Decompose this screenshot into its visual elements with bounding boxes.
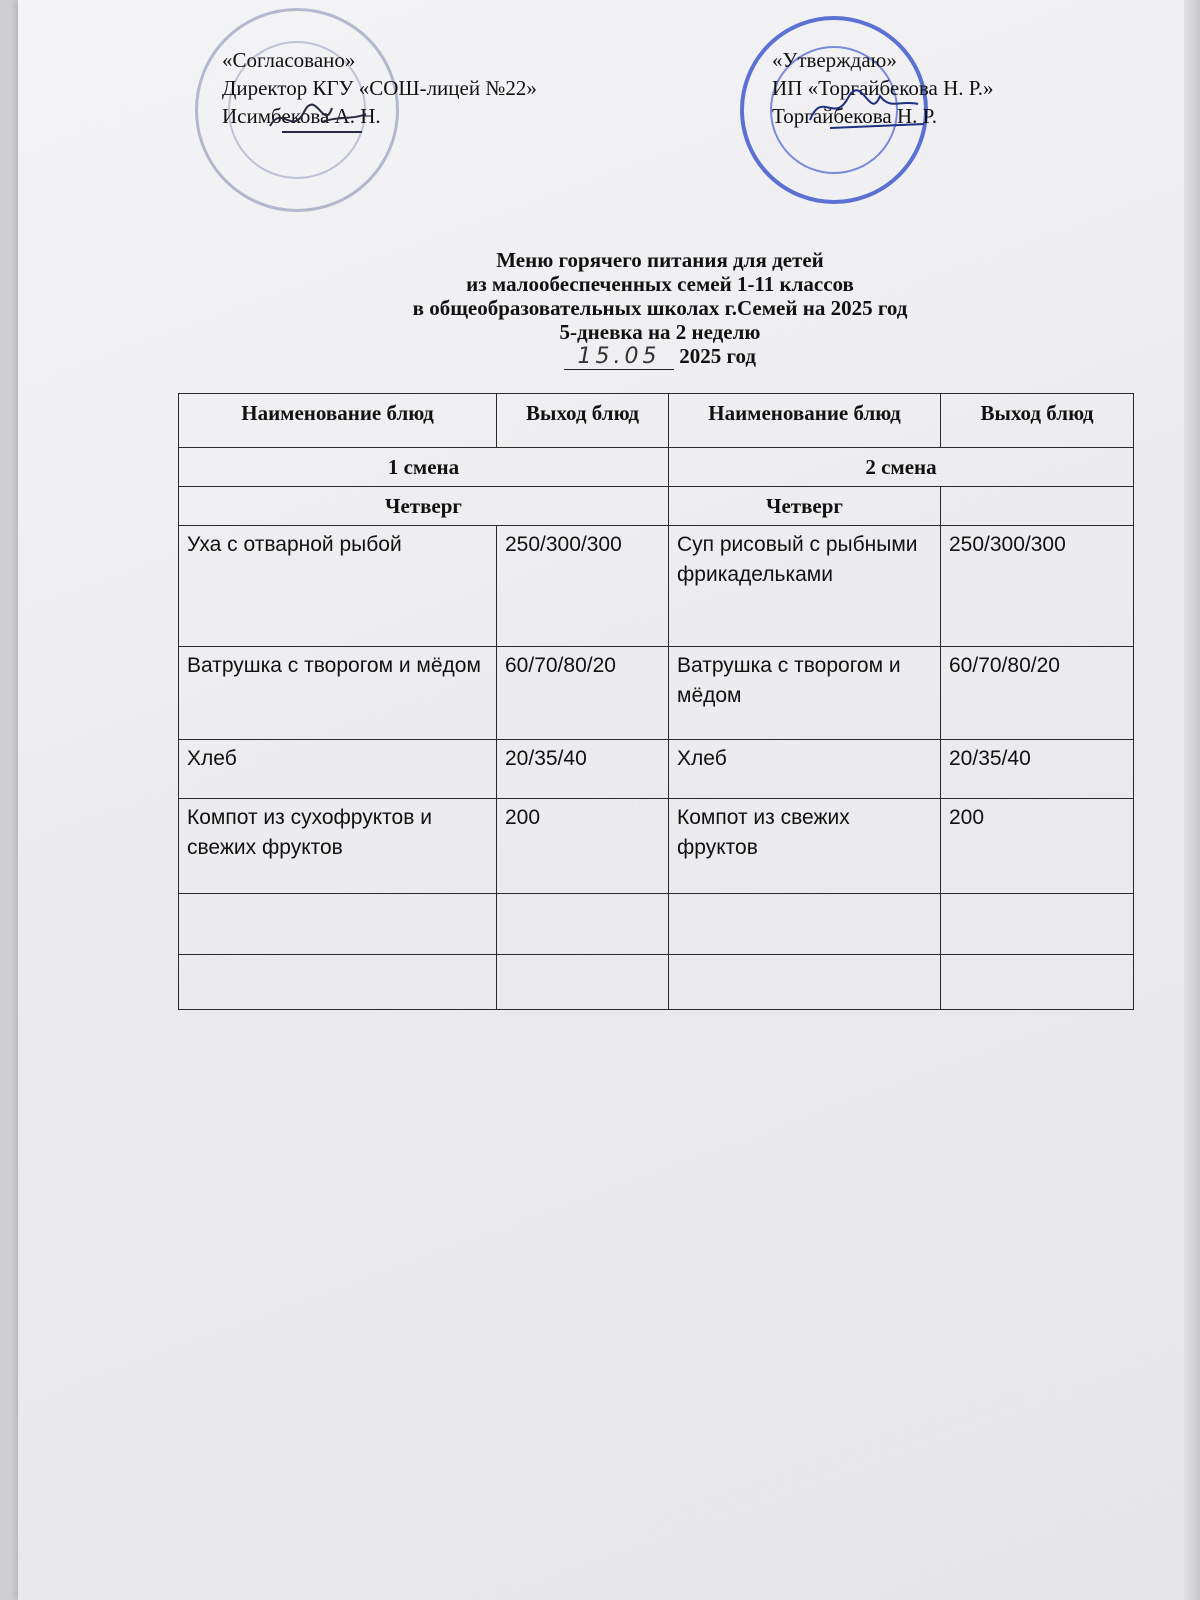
table-row (179, 799, 1134, 894)
title-line-2: из малообеспеченных семей 1-11 классов (466, 272, 854, 296)
signature-right (800, 80, 930, 140)
dish-cell: Ватрушка с творогом и мёдом (669, 647, 941, 740)
title-line-3: в общеобразовательных школах г.Семей на 2025 год (412, 296, 908, 320)
empty-cell (669, 955, 941, 1010)
approval-approved-position: ИП «Торгайбекова Н. Р.» (772, 76, 994, 100)
header-dish-output-1: Выход блюд (497, 394, 669, 448)
output-cell: 60/70/80/20 (497, 647, 669, 740)
dish-cell: Хлеб (669, 740, 941, 799)
empty-cell (941, 955, 1134, 1010)
empty-cell (179, 955, 497, 1010)
dish-cell: Суп рисовый с рыбными фрикадельками (669, 526, 941, 647)
header-dish-output-2: Выход блюд (941, 394, 1134, 448)
table-row (179, 740, 1134, 799)
date-year: 2025 год (679, 344, 757, 368)
weekday-label-1: Четверг (179, 487, 669, 526)
output-cell: 200 (941, 799, 1134, 894)
handwritten-date: 15.05 (564, 345, 674, 370)
shift-1-label: 1 смена (179, 448, 669, 487)
menu-table (178, 393, 1134, 1010)
output-cell: 20/35/40 (941, 740, 1134, 799)
header-dish-name-2: Наименование блюд (669, 394, 941, 448)
document-title (180, 248, 1140, 370)
dish-cell: Хлеб (179, 740, 497, 799)
approval-agreed-position: Директор КГУ «СОШ-лицей №22» (222, 76, 537, 100)
table-row (179, 526, 1134, 647)
dish-cell: Уха с отварной рыбой (179, 526, 497, 647)
header-dish-name-1: Наименование блюд (179, 394, 497, 448)
empty-table-row (179, 955, 1134, 1010)
weekday-row (179, 487, 1134, 526)
output-cell: 200 (497, 799, 669, 894)
paper-edge (1184, 0, 1200, 1600)
weekday-empty-cell (941, 487, 1134, 526)
title-date-line (180, 344, 1140, 370)
approval-agreed-heading: «Согласовано» (222, 48, 356, 72)
shift-row (179, 448, 1134, 487)
approval-approved-signer: Торгайбекова Н. Р. (772, 104, 937, 128)
empty-cell (669, 894, 941, 955)
approval-approved-heading: «Утверждаю» (772, 48, 897, 72)
signature-left (262, 96, 372, 140)
empty-table-row (179, 894, 1134, 955)
approval-agreed-signer: Исимбекова А. Н. (222, 104, 381, 128)
empty-cell (179, 894, 497, 955)
title-line-4: 5-дневка на 2 неделю (559, 320, 761, 344)
table-header-row (179, 394, 1134, 448)
table-row (179, 647, 1134, 740)
output-cell: 250/300/300 (941, 526, 1134, 647)
output-cell: 250/300/300 (497, 526, 669, 647)
dish-cell: Компот из свежих фруктов (669, 799, 941, 894)
title-line-1: Меню горячего питания для детей (496, 248, 824, 272)
empty-cell (941, 894, 1134, 955)
output-cell: 60/70/80/20 (941, 647, 1134, 740)
dish-cell: Ватрушка с творогом и мёдом (179, 647, 497, 740)
weekday-label-2: Четверг (669, 487, 941, 526)
shift-2-label: 2 смена (669, 448, 1134, 487)
output-cell: 20/35/40 (497, 740, 669, 799)
dish-cell: Компот из сухофруктов и свежих фруктов (179, 799, 497, 894)
empty-cell (497, 955, 669, 1010)
empty-cell (497, 894, 669, 955)
